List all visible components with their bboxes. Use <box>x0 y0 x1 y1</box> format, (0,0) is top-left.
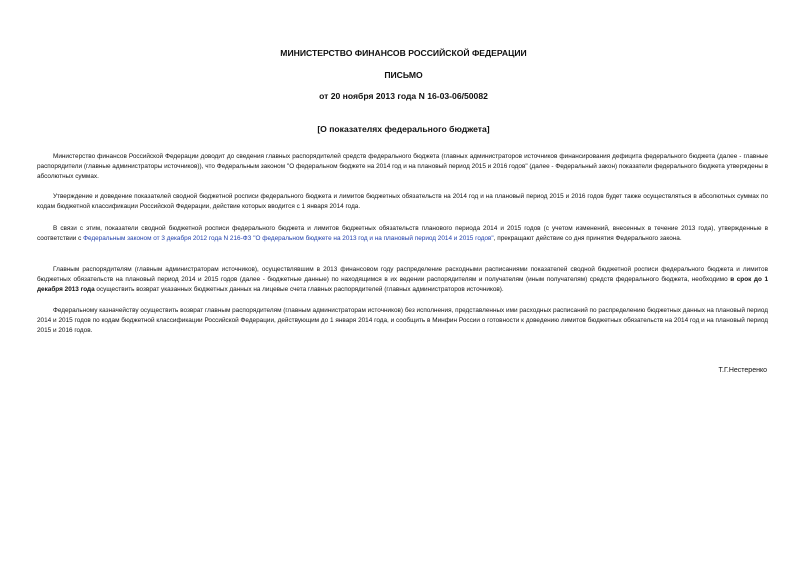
paragraph-2: Утверждение и доведение показателей сводной бюджетной росписи федерального бюджета и лимитов бюджетных обязательств на 2014 год и на плановый период 2015 и 2016 годов будет также осуществляться в абсолютных суммах по кодам бюджетной классификации Российской Федерации, действие которых вводится с 1 января 2014 года. <box>37 193 768 210</box>
deadline-bold: в срок до 1 декабря 2013 года <box>37 276 769 293</box>
paragraph-4-text-after: осуществить возврат указанных бюджетных данных на лицевые счета главных распорядителей (главных администраторов источников). <box>94 286 504 293</box>
paragraph-1: Министерство финансов Российской Федерации доводит до сведения главных распорядителей средств федерального бюджета (главных администраторов источников финансирования дефицита федерального бюджета (далее - главные распорядители (главные администраторы источников)), что Федеральным законом "О федеральном бюджете на 2014 год и на плановый период 2015 и 2016 годов" (далее - Федеральный закон) показатели федерального бюджета утверждены в абсолютных суммах. <box>37 153 768 180</box>
document-type-heading: ПИСЬМО <box>384 70 423 80</box>
document-date-number: от 20 ноября 2013 года N 16-03-06/50082 <box>319 91 488 101</box>
paragraph-3-text-after: , прекращают действие со дня принятия Федерального закона. <box>493 235 682 242</box>
document-subject: [О показателях федерального бюджета] <box>317 124 490 134</box>
paragraph-4 <box>37 265 768 295</box>
federal-law-216-link[interactable]: Федеральным законом от 3 декабря 2012 года N 216-ФЗ "О федеральном бюджете на 2013 год и на плановый период 2014 и 2015 годов" <box>83 235 494 242</box>
paragraph-5: Федеральному казначейству осуществить возврат главным распорядителям (главным администраторам источников) без исполнения, представленных ими расходных расписаний по распределению бюджетных данных на плановый период 2014 и 2015 годов по кодам бюджетной классификации Российской Федерации, действующим до 1 января 2014 года, и сообщить в Минфин России о готовности к доведению лимитов бюджетных обязательств на 2014 год и на плановый период 2015 и 2016 годов. <box>37 307 768 334</box>
signature: Т.Г.Нестеренко <box>718 367 767 374</box>
paragraph-4-text-before: Главным распорядителям (главным администраторам источников), осуществлявшим в 2013 финансовом году распределение расходными расписаниями показателей сводной бюджетной росписи федерального бюджета и лимитов бюджетных обязательств на плановый период 2014 и 2015 годов (далее - бюджетные данные) по находящимся в их ведении распорядителям и получателям (иным получателям) средств федерального бюджета, необходимо <box>37 266 768 283</box>
ministry-heading: МИНИСТЕРСТВО ФИНАНСОВ РОССИЙСКОЙ ФЕДЕРАЦИИ <box>280 48 527 58</box>
paragraph-3 <box>37 224 768 244</box>
paragraph-3-text-before: В связи с этим, показатели сводной бюджетной росписи федерального бюджета и лимитов бюджетных обязательств планового периода 2014 и 2015 годов (с учетом изменений, внесенных в течение 2013 года), утвержденные в соответствии с <box>37 225 768 242</box>
